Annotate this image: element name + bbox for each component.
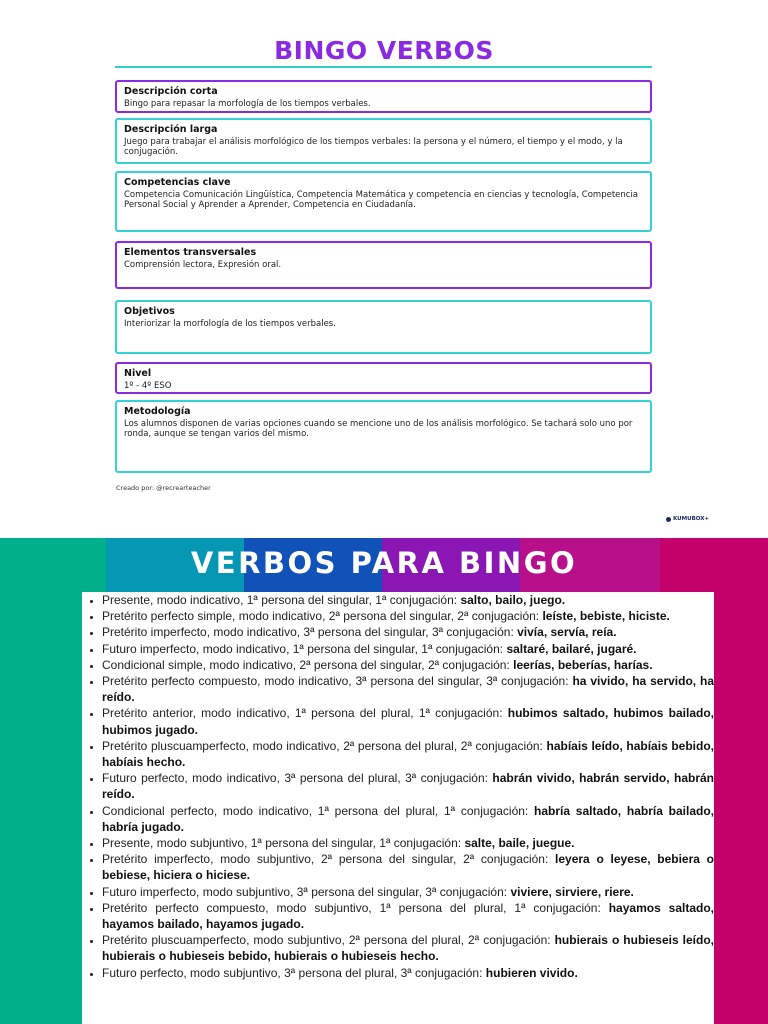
card-transversal-elements [115, 241, 652, 289]
list-item [102, 803, 714, 835]
tense-description: Presente, modo subjuntivo, 1ª persona del singular, 1ª conjugación: [102, 836, 465, 851]
verb-forms: salto, bailo, juego. [460, 593, 566, 607]
list-item [102, 851, 714, 883]
card-heading: Metodología [124, 406, 191, 417]
list-item [102, 705, 714, 737]
card-long-description [115, 118, 652, 164]
tense-description: Futuro perfecto, modo indicativo, 3ª persona del plural, 3ª conjugación: [102, 771, 493, 786]
card-heading: Objetivos [124, 306, 175, 317]
list-item [102, 673, 714, 705]
tense-description: Presente, modo indicativo, 1ª persona del singular, 1ª conjugación: [102, 593, 461, 607]
card-text: Interiorizar la morfología de los tiempos verbales. [124, 319, 336, 329]
list-item [102, 932, 714, 964]
verb-forms: leíste, bebiste, hiciste. [542, 609, 670, 624]
tense-description: Condicional perfecto, modo indicativo, 1ª persona del plural, 1ª conjugación: [102, 803, 535, 818]
card-heading: Descripción corta [124, 86, 218, 97]
section-title: VERBOS PARA BINGO [190, 546, 578, 580]
card-text: Comprensión lectora, Expresión oral. [124, 260, 282, 270]
list-item [102, 738, 714, 770]
card-text: Juego para trabajar el análisis morfológico de los tiempos verbales: la persona y el número, el tiempo y el modo, y la conjugación. [124, 137, 623, 157]
verb-forms: salte, baile, juegue. [464, 836, 575, 851]
verb-forms: hubimos saltado, hubimos bailado, hubimos jugado. [102, 706, 715, 737]
verb-forms: viviere, sirviere, riere. [510, 884, 634, 899]
document-page-2 [0, 538, 768, 1024]
tense-description: Pretérito pluscuamperfecto, modo subjuntivo, 2ª persona del plural, 2ª conjugación: [102, 933, 555, 948]
list-item [102, 608, 714, 624]
verb-forms: habrán vivido, habrán servido, habrán reído. [102, 771, 715, 802]
card-level [115, 362, 652, 394]
card-heading: Descripción larga [124, 124, 218, 135]
brand-icon [666, 517, 671, 522]
brand-label: KUMUBOX+ [673, 516, 710, 522]
tense-description: Condicional simple, modo indicativo, 2ª persona del singular, 2ª conjugación: [102, 657, 514, 672]
tense-description: Pretérito perfecto compuesto, modo indicativo, 3ª persona del singular, 3ª conjugación: [102, 674, 573, 689]
card-objectives [115, 300, 652, 354]
tense-description: Futuro imperfecto, modo indicativo, 1ª persona del singular, 1ª conjugación: [102, 641, 507, 656]
tense-description: Pretérito perfecto compuesto, modo subjuntivo, 1ª persona del plural, 1ª conjugación: [102, 900, 609, 915]
tense-description: Futuro perfecto, modo subjuntivo, 3ª persona del plural, 3ª conjugación: [102, 965, 486, 980]
page-title: BINGO VERBOS [274, 36, 494, 65]
verb-forms: leyera o leyese, bebiera o bebiese, hiciera o hiciese. [102, 852, 715, 883]
card-heading: Nivel [124, 368, 152, 379]
tense-description: Pretérito perfecto simple, modo indicativo, 2ª persona del singular, 2ª conjugación: [102, 609, 543, 624]
tense-description: Pretérito anterior, modo indicativo, 1ª persona del plural, 1ª conjugación: [102, 706, 508, 721]
list-item [102, 770, 714, 802]
list-item [102, 592, 714, 608]
card-text: Los alumnos disponen de varias opciones cuando se mencione uno de los análisis morfológico. Se tachará solo uno por ronda, aunque se tengan varios del mismo. [124, 419, 633, 439]
list-item [102, 624, 714, 640]
title-divider [115, 66, 652, 68]
card-key-competences [115, 171, 652, 232]
list-item [102, 835, 714, 851]
author-credit: Creado por: @recrearteacher [116, 484, 211, 492]
tense-description: Futuro imperfecto, modo subjuntivo, 3ª persona del singular, 3ª conjugación: [102, 884, 511, 899]
verb-list [82, 592, 714, 981]
verb-forms: vivía, servía, reía. [517, 625, 617, 640]
tense-description: Pretérito imperfecto, modo subjuntivo, 2ª persona del singular, 2ª conjugación: [102, 852, 556, 867]
verb-forms: habría saltado, habría bailado, habría jugado. [102, 803, 714, 834]
card-short-description [115, 80, 652, 113]
brand-logo [666, 516, 709, 522]
card-methodology [115, 400, 652, 473]
tense-description: Pretérito imperfecto, modo indicativo, 3ª persona del singular, 3ª conjugación: [102, 625, 518, 640]
verb-forms: ha vivido, ha servido, ha reído. [102, 674, 714, 705]
card-heading: Competencias clave [124, 177, 231, 188]
verb-forms: leerías, beberías, harías. [513, 657, 653, 672]
verb-forms: hayamos saltado, hayamos bailado, hayamos jugado. [102, 900, 714, 932]
verb-forms: habíais leído, habíais bebido, habíais hecho. [102, 738, 715, 770]
card-heading: Elementos transversales [124, 247, 257, 258]
list-item [102, 657, 714, 673]
list-item [102, 641, 714, 657]
list-item [102, 965, 714, 981]
card-text: 1º - 4º ESO [124, 381, 172, 391]
verb-list-panel [82, 592, 714, 1024]
tense-description: Pretérito pluscuamperfecto, modo indicativo, 2ª persona del plural, 2ª conjugación: [102, 738, 547, 753]
verb-forms: hubieren vivido. [485, 965, 578, 980]
list-item [102, 900, 714, 932]
card-text: Competencia Comunicación Lingüística, Competencia Matemática y competencia en ciencias y tecnología, Competencia Personal Social y Aprender a Aprender, Competencia en Ciudadanía. [124, 190, 639, 210]
card-text: Bingo para repasar la morfología de los tiempos verbales. [124, 99, 371, 109]
verb-forms: hubierais o hubieseis leído, hubierais o hubieseis bebido, hubierais o hubieseis hecho. [102, 933, 714, 964]
verb-forms: saltaré, bailaré, jugaré. [506, 641, 637, 656]
list-item [102, 884, 714, 900]
